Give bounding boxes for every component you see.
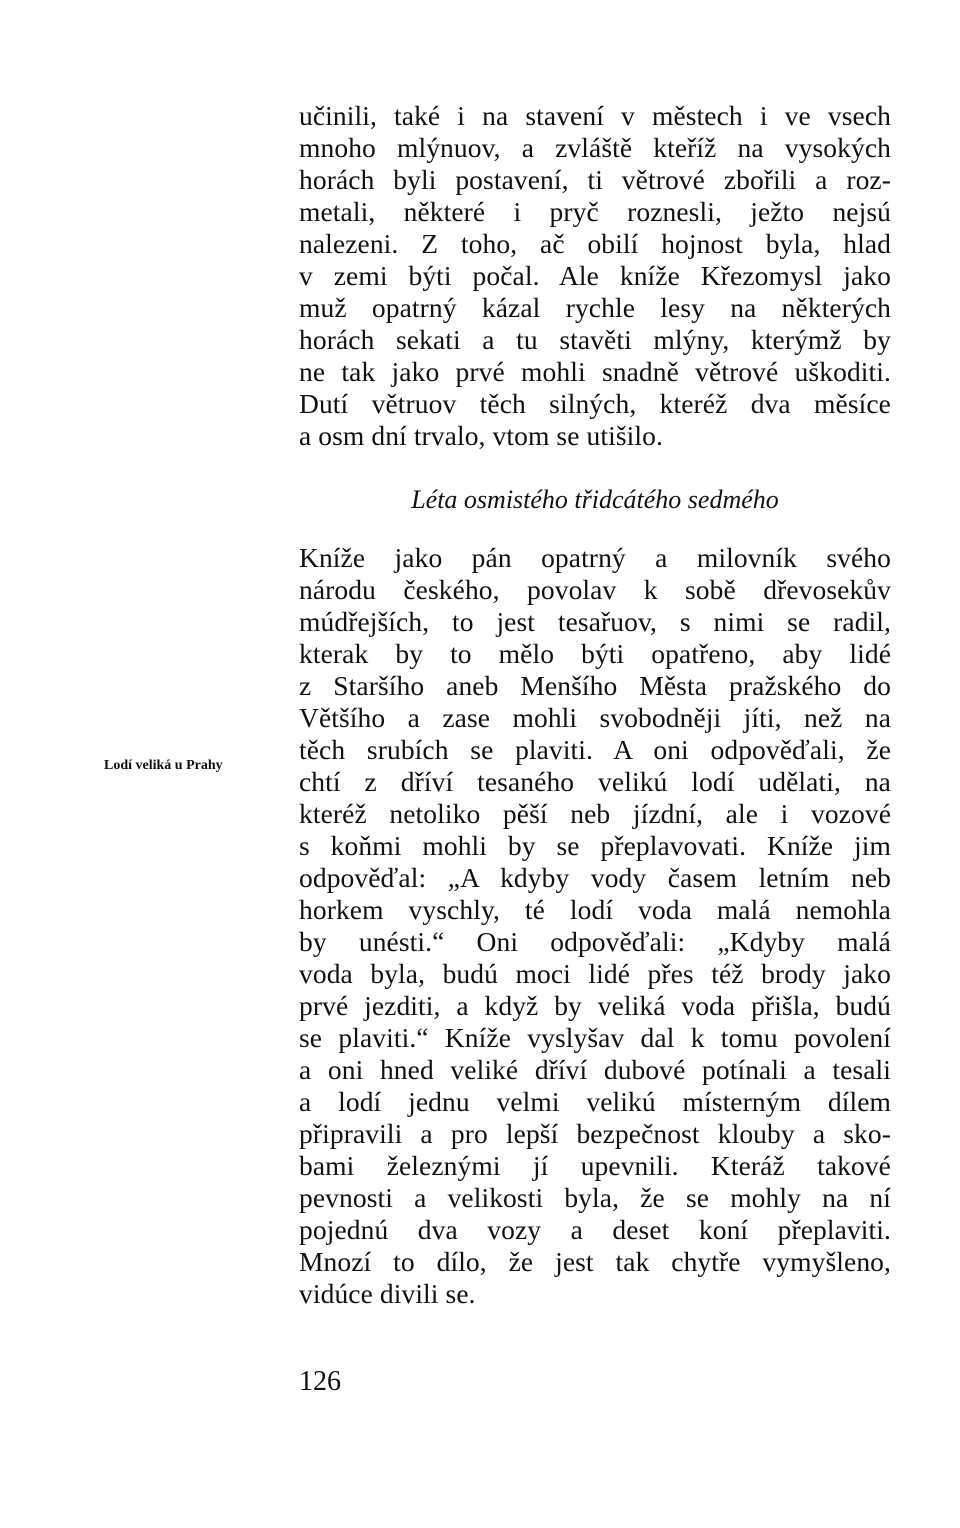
text-line: v zemi býti počal. Ale kníže Křezomysl jako <box>299 260 891 291</box>
text-line: Mnozí to dílo, že jest tak chytře vymyšleno, <box>299 1246 891 1277</box>
text-line: muž opatrný kázal rychle lesy na některých <box>299 292 891 323</box>
text-line: z Staršího aneb Menšího Města pražského do <box>299 670 891 701</box>
text-line: horách byli postavení, ti větrové zbořili a roz- <box>299 164 891 195</box>
text-line: kteréž netoliko pěší neb jízdní, ale i vozové <box>299 798 891 829</box>
text-line: připravili a pro lepší bezpečnost klouby a sko- <box>299 1118 891 1149</box>
text-line: s koňmi mohli by se přeplavovati. Kníže jim <box>299 830 891 861</box>
text-line: učinili, také i na stavení v městech i ve vsech <box>299 100 891 131</box>
text-line: kterak by to mělo býti opatřeno, aby lidé <box>299 638 891 669</box>
text-line: a lodí jednu velmi velikú místerným dílem <box>299 1086 891 1117</box>
text-line: voda byla, budú moci lidé přes též brody jako <box>299 958 891 989</box>
text-line: pevnosti a velikosti byla, že se mohly na ní <box>299 1182 891 1213</box>
text-line: metali, některé i pryč roznesli, ježto nejsú <box>299 196 891 227</box>
text-line: Dutí větruov těch silných, kteréž dva měsíce <box>299 388 891 419</box>
text-line: mnoho mlýnuov, a zvláště kteříž na vysokých <box>299 132 891 163</box>
text-line: ne tak jako prvé mohli snadně větrové uškoditi. <box>299 356 891 387</box>
text-line: horách sekati a tu stavěti mlýny, kterýmž by <box>299 324 891 355</box>
text-line: se plaviti.“ Kníže vyslyšav dal k tomu povolení <box>299 1022 891 1053</box>
text-line: prvé jezditi, a když by veliká voda přišla, budú <box>299 990 891 1021</box>
text-line: horkem vyschly, té lodí voda malá nemohla <box>299 894 891 925</box>
text-line: národu českého, povolav k sobě dřevosekův <box>299 574 891 605</box>
section-heading: Léta osmistého třidcátého sedmého <box>411 485 779 514</box>
text-line: odpověďal: „A kdyby vody časem letním neb <box>299 862 891 893</box>
text-line: chtí z dříví tesaného velikú lodí udělati, na <box>299 766 891 797</box>
text-line: Většího a zase mohli svobodněji jíti, než na <box>299 702 891 733</box>
margin-note: Lodí veliká u Prahy <box>104 758 223 773</box>
text-line: těch srubích se plaviti. A oni odpověďali, že <box>299 734 891 765</box>
text-line: múdřejších, to jest tesařuov, s nimi se radil, <box>299 606 891 637</box>
text-line: by unésti.“ Oni odpověďali: „Kdyby malá <box>299 926 891 957</box>
text-line: a osm dní trvalo, vtom se utišilo. <box>299 420 663 451</box>
page-number: 126 <box>299 1366 341 1397</box>
text-line: nalezeni. Z toho, ač obilí hojnost byla, hlad <box>299 228 891 259</box>
text-line: vidúce divili se. <box>299 1278 476 1309</box>
text-line: a oni hned veliké dříví dubové potínali a tesali <box>299 1054 891 1085</box>
text-line: Kníže jako pán opatrný a milovník svého <box>299 542 891 573</box>
text-line: bami železnými jí upevnili. Kteráž takové <box>299 1150 891 1181</box>
text-line: pojednú dva vozy a deset koní přeplaviti. <box>299 1214 891 1245</box>
